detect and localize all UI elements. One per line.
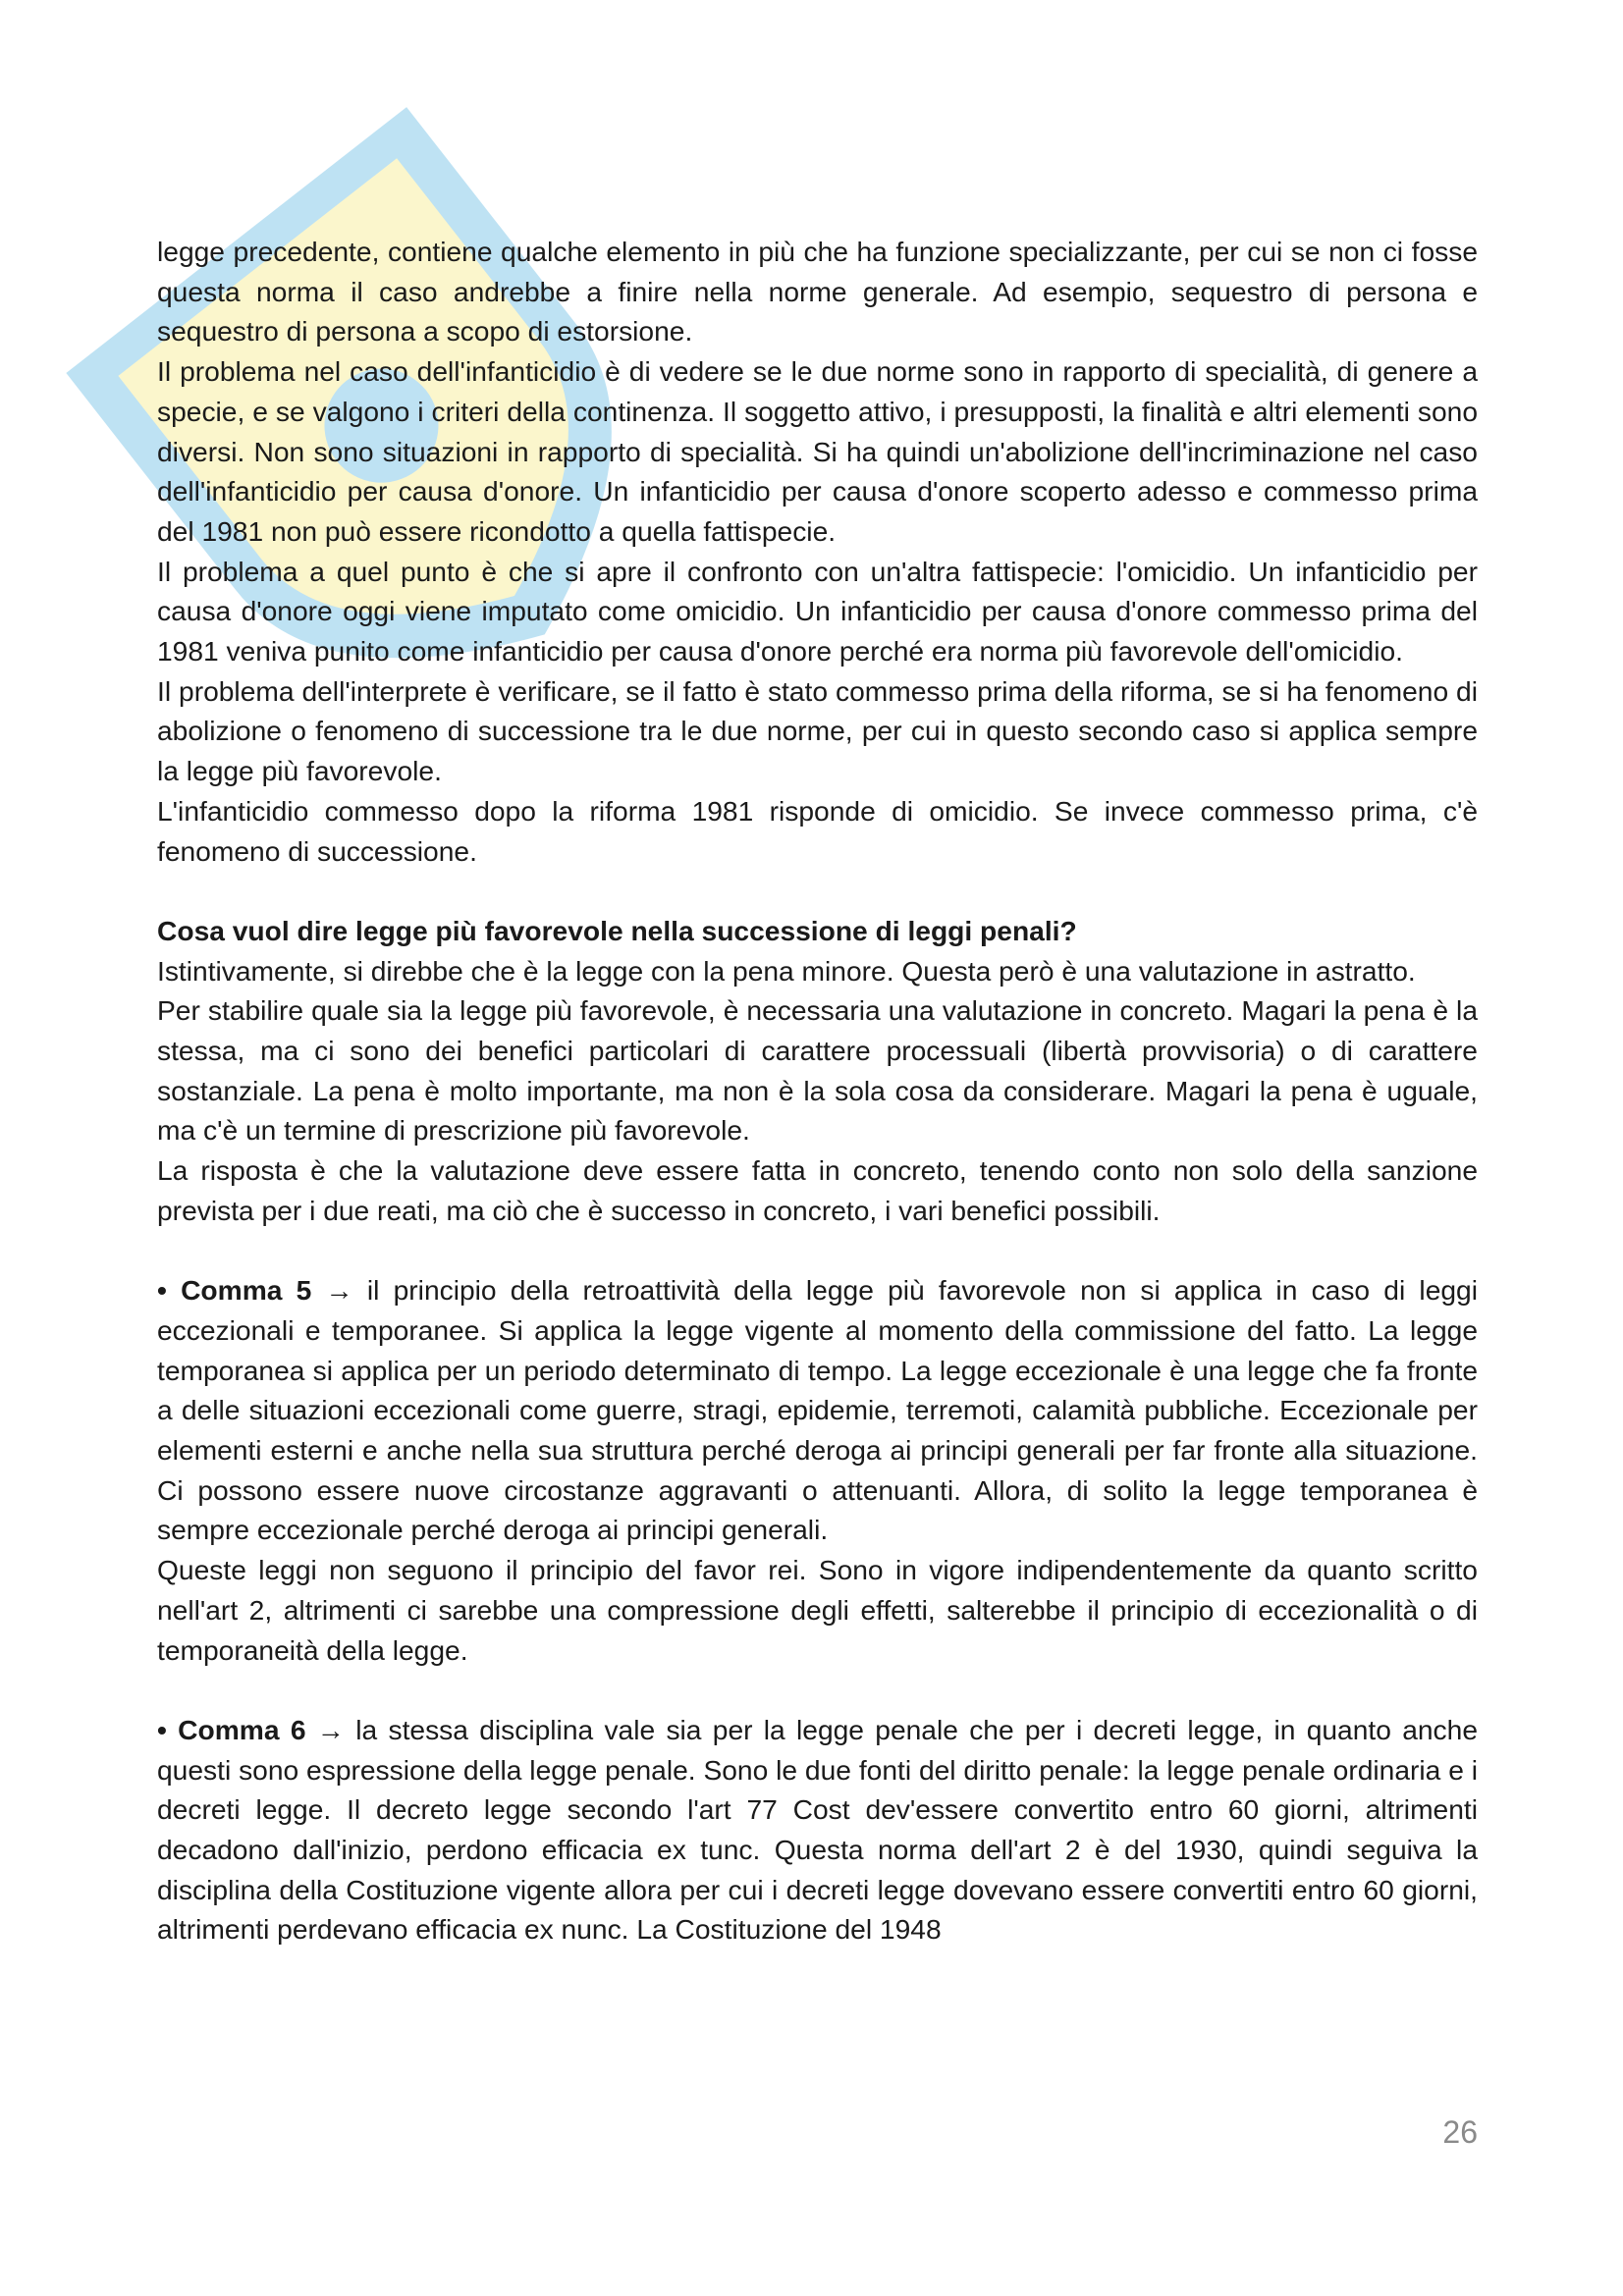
paragraph: L'infanticidio commesso dopo la riforma 1981 risponde di omicidio. Se invece commesso prima, c'è fenomeno di successione. bbox=[157, 794, 1478, 867]
section-heading: Cosa vuol dire legge più favorevole nella successione di leggi penali? bbox=[157, 914, 1077, 946]
paragraph: La risposta è che la valutazione deve essere fatta in concreto, tenendo conto non solo della sanzione prevista per i due reati, ma ciò che è successo in concreto, i vari benefici possibili. bbox=[157, 1154, 1478, 1226]
comma-6-text: la stessa disciplina vale sia per la legge penale che per i decreti legge, in quanto anche questi sono espressione della legge penale. Sono le due fonti del diritto penale: la legge penale ordinaria e i decreti legge. Il decreto legge secondo l'art 77 Cost dev'essere convertito entro 60 giorni, altrimenti decadono dall'inizio, perdono efficacia ex tunc. Questa norma dell'art 2 è del 1930, quindi seguiva la disciplina della Costituzione vigente allora per cui i decreti legge dovevano essere convertiti entro 60 giorni, altrimenti perdevano efficacia ex nunc. La Costituzione del 1948 bbox=[157, 1713, 1478, 1946]
paragraph: Queste leggi non seguono il principio del favor rei. Sono in vigore indipendentemente da quanto scritto nell'art 2, altrimenti ci sarebbe una compressione degli effetti, salterebbe il principio di eccezionalità o di temporaneità della legge. bbox=[157, 1554, 1478, 1666]
comma-5-text: il principio della retroattività della legge più favorevole non si applica in caso di leggi eccezionali e temporanee. Si applica la legge vigente al momento della commissione del fatto. La legge temporanea si applica per un periodo determinato di tempo. La legge eccezionale è una legge che fa fronte a delle situazioni eccezionali come guerre, stragi, epidemie, terremoti, calamità pubbliche. Eccezionale per elementi esterni e anche nella sua struttura perché deroga ai principi generali per far fronte alla situazione. Ci possono essere nuove circostanze aggravanti o attenuanti. Allora, di solito la legge temporanea è sempre eccezionale perché deroga ai principi generali. bbox=[157, 1274, 1478, 1546]
page-number: 26 bbox=[1442, 2114, 1478, 2150]
comma-6-paragraph bbox=[157, 1710, 1478, 1949]
paragraph: Il problema a quel punto è che si apre il confronto con un'altra fattispecie: l'omicidio. Un infanticidio per causa d'onore oggi viene imputato come omicidio. Un infanticidio per causa d'onore commesso prima del 1981 veniva punito come infanticidio per causa d'onore perché era norma più favorevole dell'omicidio. bbox=[157, 555, 1478, 667]
comma-5-paragraph bbox=[157, 1270, 1478, 1550]
spacer bbox=[157, 871, 1478, 911]
paragraph: Il problema dell'interprete è verificare, se il fatto è stato commesso prima della riforma, se si ha fenomeno di abolizione o fenomeno di successione tra le due norme, per cui in questo secondo caso si applica sempre la legge più favorevole. bbox=[157, 674, 1478, 787]
paragraph: Il problema nel caso dell'infanticidio è di vedere se le due norme sono in rapporto di specialità, di genere a specie, e se valgono i criteri della continenza. Il soggetto attivo, i presupposti, la finalità e altri elementi sono diversi. Non sono situazioni in rapporto di specialità. Si ha quindi un'abolizione dell'incriminazione nel caso dell'infanticidio per causa d'onore. Un infanticidio per causa d'onore scoperto adesso e commesso prima del 1981 non può essere ricondotto a quella fattispecie. bbox=[157, 355, 1478, 547]
document-body bbox=[157, 232, 1478, 1949]
spacer bbox=[157, 1231, 1478, 1271]
paragraph: Per stabilire quale sia la legge più favorevole, è necessaria una valutazione in concreto. Magari la pena è la stessa, ma ci sono dei benefici particolari di carattere processuali (libertà provvisoria) o di carattere sostanziale. La pena è molto importante, ma non è la sola cosa da considerare. Magari la pena è uguale, ma c'è un termine di prescrizione più favorevole. bbox=[157, 994, 1478, 1147]
paragraph: legge precedente, contiene qualche elemento in più che ha funzione specializzante, per cui se non ci fosse questa norma il caso andrebbe a finire nella norme generale. Ad esempio, sequestro di persona e sequestro di persona a scopo di estorsione. bbox=[157, 236, 1478, 347]
spacer bbox=[157, 1670, 1478, 1710]
comma-6-label: • Comma 6 → bbox=[157, 1713, 345, 1745]
comma-5-label: • Comma 5 → bbox=[157, 1274, 353, 1307]
paragraph: Istintivamente, si direbbe che è la legge con la pena minore. Questa però è una valutazione in astratto. bbox=[157, 954, 1416, 987]
